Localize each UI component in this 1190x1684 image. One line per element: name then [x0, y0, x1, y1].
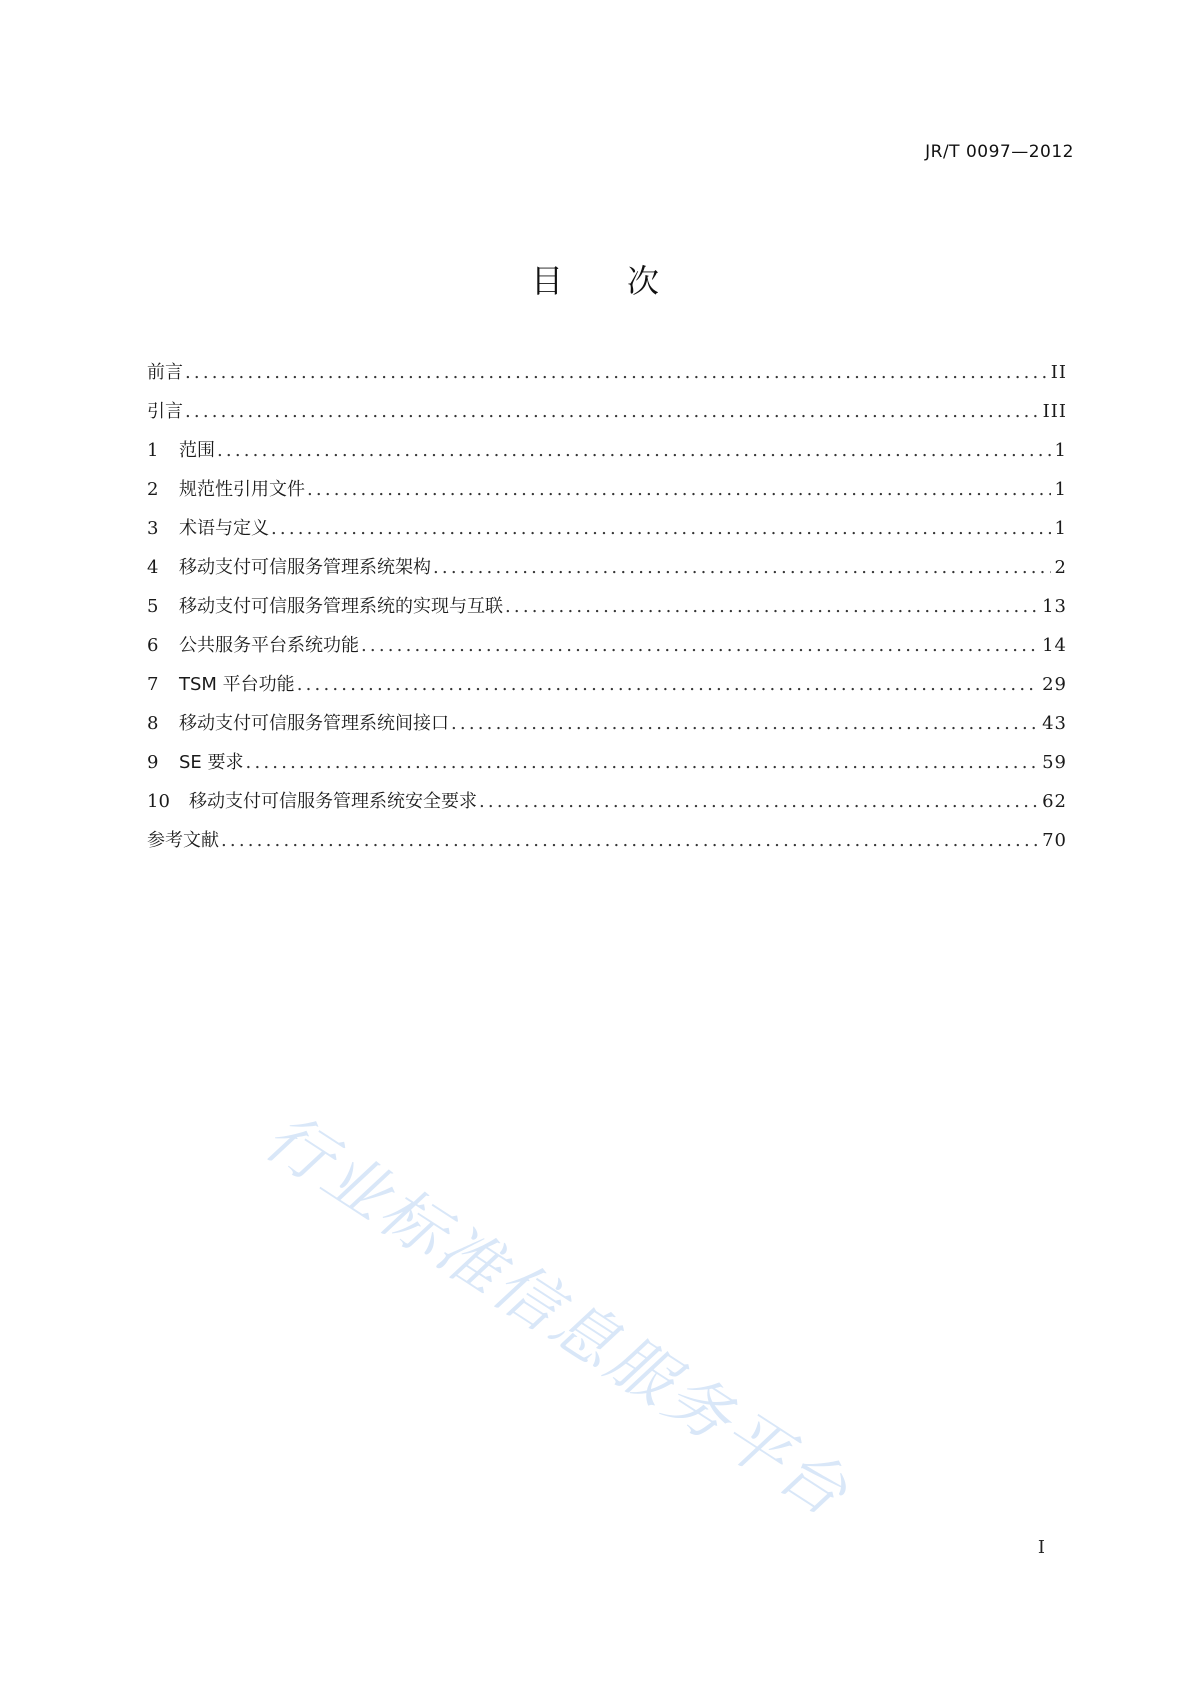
table-of-contents	[147, 358, 1067, 865]
toc-entry-title: 规范性引用文件	[179, 479, 305, 500]
page-number: I	[1037, 1537, 1045, 1558]
toc-entry-page: 62	[1042, 791, 1067, 812]
toc-entry-title: 移动支付可信服务管理系统间接口	[179, 713, 449, 734]
toc-entry-number: 1	[147, 440, 159, 461]
toc-leader-dots	[297, 674, 1038, 695]
toc-leader-dots	[307, 479, 1051, 500]
toc-leader-dots	[185, 401, 1039, 422]
toc-entry-3[interactable]	[147, 514, 1067, 553]
toc-entry-10[interactable]	[147, 787, 1067, 826]
page-title: 目 次	[530, 262, 659, 300]
toc-entry-foreword[interactable]	[147, 358, 1067, 397]
toc-entry-page: II	[1050, 362, 1067, 383]
toc-entry-number: 8	[147, 713, 159, 734]
toc-entry-page: 43	[1042, 713, 1067, 734]
toc-entry-page: 1	[1054, 479, 1067, 500]
watermark: 行业标准信息服务平台	[251, 1100, 863, 1533]
toc-entry-title: 前言	[147, 362, 183, 383]
toc-leader-dots	[271, 518, 1051, 539]
toc-entry-2[interactable]	[147, 475, 1067, 514]
toc-entry-page: 29	[1042, 674, 1067, 695]
toc-entry-title: 移动支付可信服务管理系统架构	[179, 557, 431, 578]
toc-entry-page: 59	[1042, 752, 1067, 773]
toc-leader-dots	[361, 635, 1038, 656]
toc-entry-title: TSM 平台功能	[179, 674, 295, 695]
toc-entry-8[interactable]	[147, 709, 1067, 748]
toc-entry-bibliography[interactable]	[147, 826, 1067, 865]
toc-entry-title: 引言	[147, 401, 183, 422]
toc-entry-introduction[interactable]	[147, 397, 1067, 436]
toc-entry-title: 移动支付可信服务管理系统的实现与互联	[179, 596, 503, 617]
toc-entry-number: 4	[147, 557, 159, 578]
toc-entry-page: 13	[1042, 596, 1067, 617]
toc-leader-dots	[185, 362, 1047, 383]
toc-entry-title: 范围	[179, 440, 215, 461]
toc-entry-title: 移动支付可信服务管理系统安全要求	[189, 791, 477, 812]
toc-leader-dots	[451, 713, 1038, 734]
toc-entry-page: 14	[1042, 635, 1067, 656]
toc-entry-7[interactable]	[147, 670, 1067, 709]
toc-entry-title: 参考文献	[147, 830, 219, 851]
toc-entry-number: 5	[147, 596, 159, 617]
toc-entry-number: 3	[147, 518, 159, 539]
toc-leader-dots	[246, 752, 1039, 773]
toc-entry-1[interactable]	[147, 436, 1067, 475]
toc-leader-dots	[433, 557, 1051, 578]
toc-leader-dots	[505, 596, 1038, 617]
toc-entry-title: 术语与定义	[179, 518, 269, 539]
toc-entry-number: 10	[147, 791, 170, 812]
toc-entry-page: 2	[1054, 557, 1067, 578]
toc-entry-page: 70	[1042, 830, 1067, 851]
toc-entry-9[interactable]	[147, 748, 1067, 787]
toc-entry-title: 公共服务平台系统功能	[179, 635, 359, 656]
toc-entry-number: 7	[147, 674, 159, 695]
toc-entry-page: III	[1042, 401, 1067, 422]
toc-entry-5[interactable]	[147, 592, 1067, 631]
toc-entry-number: 6	[147, 635, 159, 656]
toc-leader-dots	[217, 440, 1051, 461]
toc-entry-number: 9	[147, 752, 159, 773]
toc-entry-6[interactable]	[147, 631, 1067, 670]
toc-entry-page: 1	[1054, 518, 1067, 539]
toc-entry-title: SE 要求	[179, 752, 244, 773]
standard-code: JR/T 0097—2012	[925, 142, 1074, 162]
toc-entry-number: 2	[147, 479, 159, 500]
toc-entry-4[interactable]	[147, 553, 1067, 592]
toc-leader-dots	[479, 791, 1038, 812]
toc-entry-page: 1	[1054, 440, 1067, 461]
toc-leader-dots	[221, 830, 1038, 851]
